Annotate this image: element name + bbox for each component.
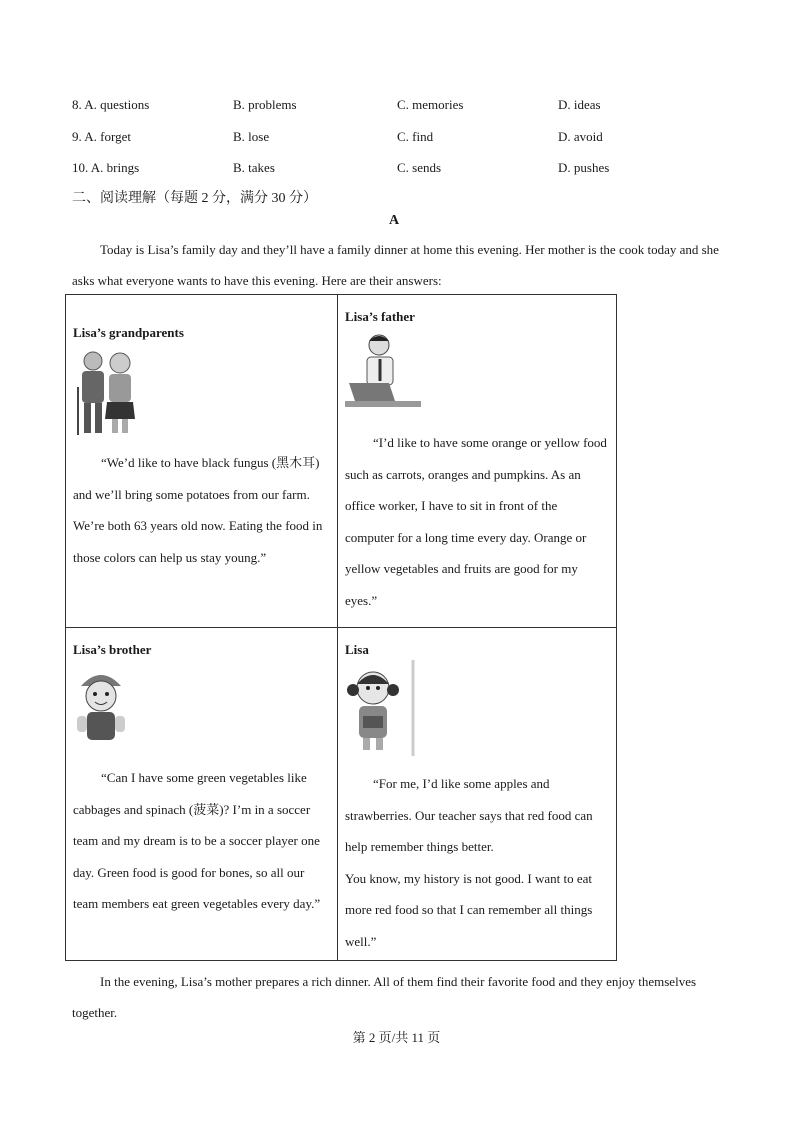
- option-c: C. sends: [397, 160, 442, 175]
- lisa-icon: [345, 660, 421, 758]
- intro-paragraph: Today is Lisa’s family day and they’ll have a family dinner at home this evening. Her mother is the cook today and she asks what everyone wants to have this evening. Here are their answers:: [72, 242, 719, 288]
- option-b: B. takes: [233, 160, 275, 175]
- option-a: 8. A. questions: [72, 97, 150, 112]
- cell-text: “I’d like to have some orange or yellow food such as carrots, oranges and pumpkins. As an office worker, I have to sit in front of the computer for a long time every day. Orange or yellow vegetables and fruits are good for my eyes.”: [345, 435, 607, 608]
- passage-letter: A: [389, 213, 400, 228]
- cell-grandparents: [66, 295, 338, 628]
- cell-text: “For me, I’d like some apples and strawberries. Our teacher says that red food can help remember things better. You know, my history is not good. I want to eat more red food so that I can remember all things well.”: [345, 776, 593, 949]
- option-c: C. find: [397, 129, 434, 144]
- cell-brother: [66, 628, 338, 961]
- option-row-9: [72, 129, 772, 147]
- option-b: B. problems: [233, 97, 297, 112]
- cell-title: Lisa’s brother: [73, 642, 152, 657]
- section-title: 二、阅读理解（每题 2 分，满分 30 分）: [72, 191, 317, 206]
- brother-icon: [73, 664, 129, 748]
- option-d: D. ideas: [558, 97, 601, 112]
- grandparents-icon: [73, 347, 143, 437]
- cell-text: “Can I have some green vegetables like cabbages and spinach (菠菜)? I’m in a soccer team and my dream is to be a soccer player one day. Green food is good for bones, so all our team members eat green vegetables every day.”: [73, 770, 321, 911]
- cell-lisa: [338, 628, 617, 961]
- option-c: C. memories: [397, 97, 464, 112]
- cell-title: Lisa’s father: [345, 309, 415, 324]
- cell-father: [338, 295, 617, 628]
- closing-paragraph: In the evening, Lisa’s mother prepares a rich dinner. All of them find their favorite food and they enjoy themselves together.: [72, 974, 697, 1020]
- option-row-10: [72, 160, 772, 178]
- cell-title: Lisa: [345, 642, 369, 657]
- option-row-8: [72, 97, 772, 115]
- answers-table: [65, 294, 617, 961]
- cell-text: “We’d like to have black fungus (黑木耳) and we’ll bring some potatoes from our farm. We’re both 63 years old now. Eating the food in those colors can help us stay young.”: [73, 455, 323, 565]
- option-a: 10. A. brings: [72, 160, 140, 175]
- cell-title: Lisa’s grandparents: [73, 325, 184, 340]
- page-footer: 第 2 页/共 11 页: [352, 1030, 441, 1045]
- father-icon: [345, 331, 421, 413]
- option-b: B. lose: [233, 129, 270, 144]
- option-d: D. pushes: [558, 160, 610, 175]
- option-d: D. avoid: [558, 129, 603, 144]
- option-a: 9. A. forget: [72, 129, 131, 144]
